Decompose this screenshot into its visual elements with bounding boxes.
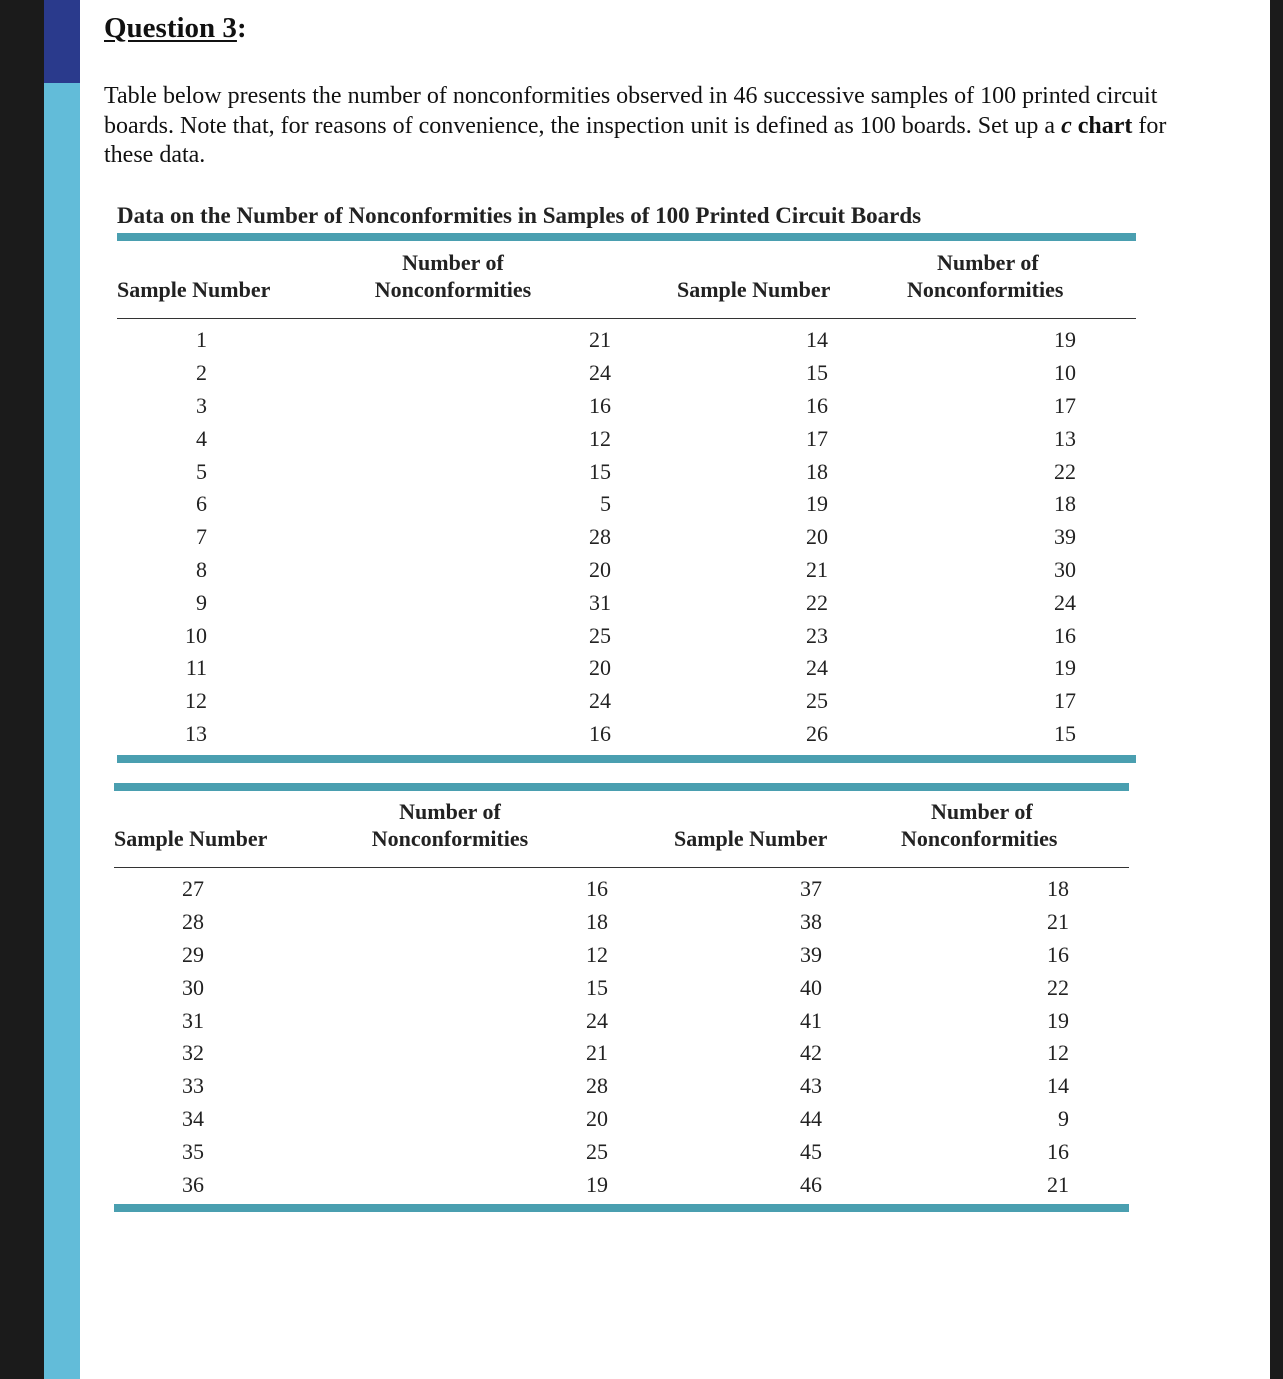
col-header-nonconformities: Number of Nonconformities [907,250,1064,302]
nonconformities-cell: 24 [586,1007,608,1033]
nonconformities-cell: 15 [589,458,611,484]
sample-number-cell: 18 [806,458,828,484]
table2-header-rule [114,867,1129,868]
table1-header-rule [117,318,1136,319]
table2-top-rule [114,783,1129,791]
left-dark-border [0,0,44,1379]
intro-term [1061,113,1132,139]
nonconformities-cell: 39 [1054,524,1076,550]
table-row [114,1103,1129,1136]
nonconformities-cell: 21 [589,327,611,353]
table-row [117,357,1136,390]
nonconformities-cell: 25 [589,622,611,648]
col-header-nonconformities: Number of Nonconformities [901,799,1058,851]
sample-number-cell: 44 [800,1105,822,1131]
question-label: Question 3 [104,12,237,44]
sample-number-cell: 6 [196,491,207,517]
table1-top-rule [117,233,1136,241]
sample-number-cell: 27 [182,876,204,902]
sample-number-cell: 42 [800,1040,822,1066]
nonconformities-cell: 31 [589,589,611,615]
sample-number-cell: 12 [185,688,207,714]
nonconformities-cell: 16 [1047,941,1069,967]
nonconformities-cell: 16 [1054,622,1076,648]
nonconformities-cell: 22 [1047,974,1069,1000]
nonconformities-cell: 17 [1054,392,1076,418]
intro-term-word: chart [1071,112,1133,139]
sample-number-cell: 10 [185,622,207,648]
nonconformities-cell: 12 [586,941,608,967]
nonconformities-cell: 25 [586,1138,608,1164]
nonconformities-cell: 16 [1047,1138,1069,1164]
sample-number-cell: 2 [196,360,207,386]
sample-number-cell: 35 [182,1138,204,1164]
sample-number-cell: 23 [806,622,828,648]
table-caption: Data on the Number of Nonconformities in Samples of 100 Printed Circuit Boards [117,203,922,228]
nonconformities-cell: 21 [586,1040,608,1066]
sample-number-cell: 24 [806,655,828,681]
table-row [114,1070,1129,1103]
table-row [117,422,1136,455]
table2-header [114,798,1129,863]
nonconformities-cell: 18 [1054,491,1076,517]
table-row [117,685,1136,718]
table-row [114,1037,1129,1070]
table-row [117,314,1136,357]
nonconformities-cell: 12 [589,425,611,451]
sample-number-cell: 45 [800,1138,822,1164]
sample-number-cell: 39 [800,941,822,967]
nonconformities-cell: 13 [1054,425,1076,451]
right-dark-border [1270,0,1283,1379]
nonconformities-cell: 12 [1047,1040,1069,1066]
data-table-part1 [117,249,1136,750]
table2-bottom-rule [114,1204,1129,1212]
nonconformities-cell: 15 [1054,720,1076,746]
table-row [114,939,1129,972]
table-row [114,1135,1129,1168]
sample-number-cell: 46 [800,1171,822,1197]
sample-number-cell: 5 [196,458,207,484]
sample-number-cell: 3 [196,392,207,418]
nonconformities-cell: 19 [1054,327,1076,353]
question-colon: : [236,12,247,44]
sample-number-cell: 4 [196,425,207,451]
sample-number-cell: 29 [182,941,204,967]
nonconformities-cell: 21 [1047,909,1069,935]
sample-number-cell: 33 [182,1073,204,1099]
nonconformities-cell: 14 [1047,1073,1069,1099]
nonconformities-cell: 20 [586,1105,608,1131]
col-header-sample: Sample Number [117,277,271,302]
nonconformities-cell: 5 [600,491,611,517]
nonconformities-cell: 28 [589,524,611,550]
sample-number-cell: 30 [182,974,204,1000]
sample-number-cell: 36 [182,1171,204,1197]
col-header-nonconformities: Number of Nonconformities [371,799,529,851]
table-row [117,586,1136,619]
nonconformities-cell: 24 [1054,589,1076,615]
sample-number-cell: 17 [806,425,828,451]
sample-number-cell: 25 [806,688,828,714]
nonconformities-cell: 16 [586,876,608,902]
data-table-part2 [114,798,1129,1201]
sample-number-cell: 11 [185,655,207,681]
nonconformities-cell: 22 [1054,458,1076,484]
nonconformities-cell: 15 [586,974,608,1000]
nonconformities-cell: 21 [1047,1171,1069,1197]
intro-text-before: Table below presents the number of nonconformities observed in 46 successive samples of 100 printed circuit boards. Note that, for reasons of convenience, the inspection unit is defined as 100 boards. Set up a [104,83,1158,139]
sample-number-cell: 16 [806,392,828,418]
table-row [117,554,1136,587]
nonconformities-cell: 20 [589,556,611,582]
left-accent-navy [44,0,80,83]
table-row [117,718,1136,751]
nonconformities-cell: 17 [1054,688,1076,714]
intro-text-after: for these data. [104,112,1167,168]
sample-number-cell: 21 [806,556,828,582]
nonconformities-cell: 10 [1054,360,1076,386]
nonconformities-cell: 19 [1054,655,1076,681]
sample-number-cell: 9 [196,589,207,615]
sample-number-cell: 40 [800,974,822,1000]
sample-number-cell: 32 [182,1040,204,1066]
sample-number-cell: 38 [800,909,822,935]
sample-number-cell: 13 [185,720,207,746]
table-row [114,906,1129,939]
table-row [117,455,1136,488]
intro-paragraph [104,82,1184,171]
table1-body [117,314,1136,750]
table-row [114,863,1129,906]
col-header-sample: Sample Number [677,277,831,302]
nonconformities-cell: 19 [586,1171,608,1197]
left-accent-blue [44,83,80,1379]
col-header-sample: Sample Number [114,826,268,851]
sample-number-cell: 19 [806,491,828,517]
sample-number-cell: 14 [806,327,828,353]
sample-number-cell: 26 [806,720,828,746]
sample-number-cell: 31 [182,1007,204,1033]
nonconformities-cell: 9 [1058,1105,1069,1131]
nonconformities-cell: 16 [589,392,611,418]
table2-body [114,863,1129,1201]
table-row [117,521,1136,554]
nonconformities-cell: 16 [589,720,611,746]
table1-bottom-rule [117,755,1136,763]
sample-number-cell: 15 [806,360,828,386]
sample-number-cell: 43 [800,1073,822,1099]
sample-number-cell: 22 [806,589,828,615]
nonconformities-cell: 18 [1047,876,1069,902]
sample-number-cell: 41 [800,1007,822,1033]
table1-header [117,249,1136,314]
sample-number-cell: 34 [182,1105,204,1131]
sample-number-cell: 8 [196,556,207,582]
nonconformities-cell: 24 [589,360,611,386]
question-title [104,12,247,45]
intro-term-letter: c [1061,112,1072,139]
table-row [117,390,1136,423]
nonconformities-cell: 20 [589,655,611,681]
col-header-nonconformities: Number of Nonconformities [374,250,532,302]
table-row [117,652,1136,685]
table-row [114,1004,1129,1037]
nonconformities-cell: 28 [586,1073,608,1099]
nonconformities-cell: 24 [589,688,611,714]
sample-number-cell: 7 [196,524,207,550]
table-row [117,619,1136,652]
sample-number-cell: 37 [800,876,822,902]
nonconformities-cell: 18 [586,909,608,935]
table-row [114,971,1129,1004]
nonconformities-cell: 30 [1054,556,1076,582]
col-header-sample: Sample Number [674,826,828,851]
sample-number-cell: 20 [806,524,828,550]
sample-number-cell: 1 [196,327,207,353]
nonconformities-cell: 19 [1047,1007,1069,1033]
table-row [117,488,1136,521]
sample-number-cell: 28 [182,909,204,935]
table-row [114,1168,1129,1201]
